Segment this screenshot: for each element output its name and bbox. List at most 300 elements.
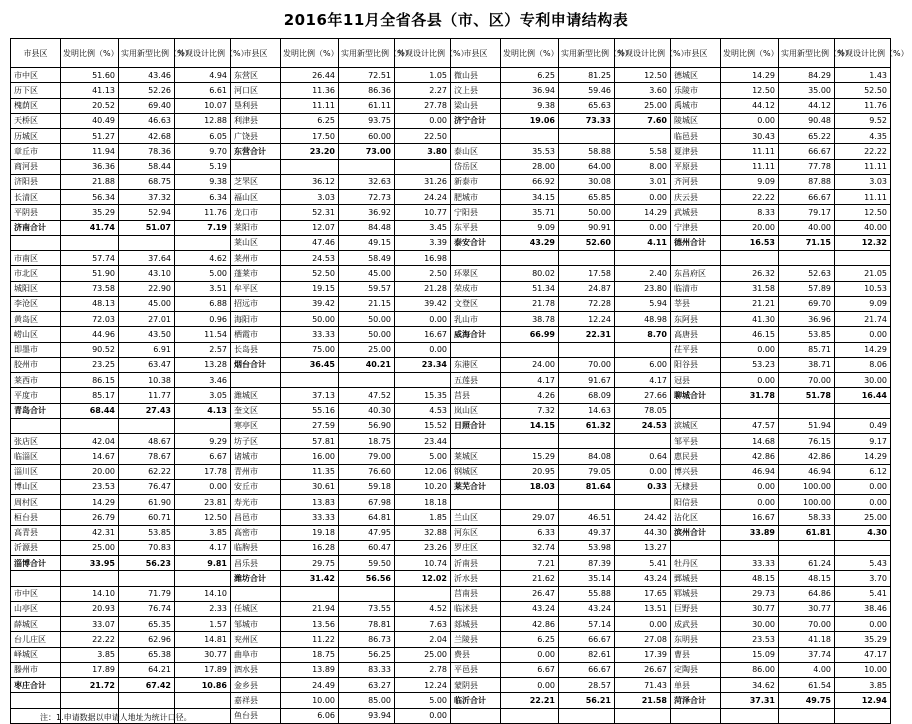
design-ratio-cell: 17.39 <box>615 647 671 662</box>
invention-ratio-cell <box>501 342 559 357</box>
design-ratio-cell <box>395 373 451 388</box>
utility-ratio-cell: 59.50 <box>339 556 395 571</box>
table-row <box>11 68 891 83</box>
design-ratio-cell: 10.86 <box>175 678 231 693</box>
header-design: 外观设计比例（%） <box>175 39 231 68</box>
invention-ratio-cell: 23.20 <box>281 144 339 159</box>
utility-ratio-cell <box>339 159 395 174</box>
design-ratio-cell <box>835 708 891 723</box>
invention-ratio-cell: 11.36 <box>281 83 339 98</box>
county-name-cell <box>231 373 281 388</box>
utility-ratio-cell: 64.86 <box>779 586 835 601</box>
county-name-cell: 金乡县 <box>231 678 281 693</box>
invention-ratio-cell: 11.11 <box>721 144 779 159</box>
invention-ratio-cell <box>501 129 559 144</box>
county-name-cell <box>451 342 501 357</box>
county-name-cell: 邹平县 <box>671 434 721 449</box>
invention-ratio-cell: 34.15 <box>501 190 559 205</box>
invention-ratio-cell: 0.00 <box>721 479 779 494</box>
design-ratio-cell: 23.34 <box>395 357 451 372</box>
table-row <box>11 449 891 464</box>
utility-ratio-cell: 61.11 <box>339 98 395 113</box>
county-name-cell: 平邑县 <box>451 662 501 677</box>
county-name-cell <box>451 251 501 266</box>
utility-ratio-cell: 73.55 <box>339 601 395 616</box>
county-name-cell: 高唐县 <box>671 327 721 342</box>
design-ratio-cell: 13.28 <box>175 357 231 372</box>
invention-ratio-cell: 15.09 <box>721 647 779 662</box>
invention-ratio-cell: 35.71 <box>501 205 559 220</box>
utility-ratio-cell: 79.17 <box>779 205 835 220</box>
county-name-cell: 张店区 <box>11 434 61 449</box>
county-name-cell <box>11 571 61 586</box>
design-ratio-cell: 2.04 <box>395 632 451 647</box>
design-ratio-cell: 4.35 <box>835 129 891 144</box>
design-ratio-cell: 9.52 <box>835 113 891 128</box>
utility-ratio-cell: 53.85 <box>119 525 175 540</box>
utility-ratio-cell: 65.38 <box>119 647 175 662</box>
county-name-cell: 淄博合计 <box>11 556 61 571</box>
invention-ratio-cell: 25.00 <box>61 540 119 555</box>
utility-ratio-cell: 60.47 <box>339 540 395 555</box>
design-ratio-cell: 7.63 <box>395 617 451 632</box>
county-name-cell: 邹城市 <box>231 617 281 632</box>
design-ratio-cell: 3.03 <box>835 174 891 189</box>
design-ratio-cell: 3.46 <box>175 373 231 388</box>
invention-ratio-cell: 53.23 <box>721 357 779 372</box>
utility-ratio-cell: 60.71 <box>119 510 175 525</box>
invention-ratio-cell: 37.31 <box>721 693 779 708</box>
invention-ratio-cell: 39.42 <box>281 296 339 311</box>
county-name-cell: 莱城区 <box>451 449 501 464</box>
county-name-cell: 荣成市 <box>451 281 501 296</box>
county-name-cell: 青岛合计 <box>11 403 61 418</box>
invention-ratio-cell: 57.81 <box>281 434 339 449</box>
county-name-cell: 五莲县 <box>451 373 501 388</box>
design-ratio-cell: 10.07 <box>175 98 231 113</box>
invention-ratio-cell: 9.09 <box>721 174 779 189</box>
county-name-cell: 昌乐县 <box>231 556 281 571</box>
utility-ratio-cell: 86.73 <box>339 632 395 647</box>
invention-ratio-cell: 31.58 <box>721 281 779 296</box>
design-ratio-cell: 23.81 <box>175 495 231 510</box>
invention-ratio-cell: 3.85 <box>61 647 119 662</box>
invention-ratio-cell: 14.10 <box>61 586 119 601</box>
design-ratio-cell: 11.76 <box>175 205 231 220</box>
county-name-cell: 宁阳县 <box>451 205 501 220</box>
utility-ratio-cell: 46.51 <box>559 510 615 525</box>
design-ratio-cell: 4.17 <box>615 373 671 388</box>
invention-ratio-cell: 75.00 <box>281 342 339 357</box>
invention-ratio-cell: 28.00 <box>501 159 559 174</box>
table-row <box>11 190 891 205</box>
table-row <box>11 281 891 296</box>
county-name-cell: 沂南县 <box>451 556 501 571</box>
invention-ratio-cell: 9.09 <box>501 220 559 235</box>
utility-ratio-cell: 52.63 <box>779 266 835 281</box>
design-ratio-cell: 6.88 <box>175 296 231 311</box>
design-ratio-cell: 3.85 <box>835 678 891 693</box>
county-name-cell: 兖州区 <box>231 632 281 647</box>
design-ratio-cell: 0.00 <box>835 327 891 342</box>
design-ratio-cell: 35.29 <box>835 632 891 647</box>
invention-ratio-cell: 30.00 <box>721 617 779 632</box>
county-name-cell: 长清区 <box>11 190 61 205</box>
county-name-cell: 临清市 <box>671 281 721 296</box>
invention-ratio-cell <box>721 540 779 555</box>
invention-ratio-cell: 42.04 <box>61 434 119 449</box>
county-name-cell: 东营区 <box>231 68 281 83</box>
county-name-cell: 芝罘区 <box>231 174 281 189</box>
invention-ratio-cell: 21.88 <box>61 174 119 189</box>
county-name-cell: 莱阳市 <box>231 220 281 235</box>
invention-ratio-cell <box>281 586 339 601</box>
county-name-cell: 东明县 <box>671 632 721 647</box>
design-ratio-cell: 23.26 <box>395 540 451 555</box>
county-name-cell: 济宁合计 <box>451 113 501 128</box>
county-name-cell: 青州市 <box>231 464 281 479</box>
table-row <box>11 312 891 327</box>
county-name-cell: 临邑县 <box>671 129 721 144</box>
invention-ratio-cell: 16.53 <box>721 235 779 250</box>
design-ratio-cell: 10.74 <box>395 556 451 571</box>
invention-ratio-cell: 36.36 <box>61 159 119 174</box>
table-row <box>11 678 891 693</box>
design-ratio-cell: 4.13 <box>175 403 231 418</box>
county-name-cell: 崂山区 <box>11 327 61 342</box>
design-ratio-cell: 30.00 <box>835 373 891 388</box>
county-name-cell: 惠民县 <box>671 449 721 464</box>
county-name-cell <box>671 251 721 266</box>
invention-ratio-cell: 11.35 <box>281 464 339 479</box>
county-name-cell: 临沂合计 <box>451 693 501 708</box>
invention-ratio-cell: 24.53 <box>281 251 339 266</box>
design-ratio-cell: 5.00 <box>395 693 451 708</box>
utility-ratio-cell: 70.83 <box>119 540 175 555</box>
county-name-cell: 潍城区 <box>231 388 281 403</box>
invention-ratio-cell: 26.47 <box>501 586 559 601</box>
county-name-cell <box>11 693 61 708</box>
county-name-cell: 滨城区 <box>671 418 721 433</box>
utility-ratio-cell: 60.00 <box>339 129 395 144</box>
utility-ratio-cell: 71.79 <box>119 586 175 601</box>
utility-ratio-cell <box>119 235 175 250</box>
design-ratio-cell: 25.00 <box>835 510 891 525</box>
county-name-cell: 滕州市 <box>11 662 61 677</box>
county-name-cell: 济阳县 <box>11 174 61 189</box>
invention-ratio-cell: 16.00 <box>281 449 339 464</box>
design-ratio-cell: 10.00 <box>835 662 891 677</box>
utility-ratio-cell: 52.94 <box>119 205 175 220</box>
county-name-cell: 章丘市 <box>11 144 61 159</box>
invention-ratio-cell <box>501 708 559 723</box>
utility-ratio-cell: 22.31 <box>559 327 615 342</box>
utility-ratio-cell: 50.00 <box>559 205 615 220</box>
design-ratio-cell: 9.29 <box>175 434 231 449</box>
county-name-cell: 任城区 <box>231 601 281 616</box>
design-ratio-cell: 14.81 <box>175 632 231 647</box>
invention-ratio-cell: 0.00 <box>721 342 779 357</box>
county-name-cell <box>451 434 501 449</box>
county-name-cell: 日照合计 <box>451 418 501 433</box>
invention-ratio-cell: 6.33 <box>501 525 559 540</box>
invention-ratio-cell: 73.58 <box>61 281 119 296</box>
invention-ratio-cell: 27.59 <box>281 418 339 433</box>
design-ratio-cell: 21.05 <box>835 266 891 281</box>
invention-ratio-cell: 86.15 <box>61 373 119 388</box>
design-ratio-cell: 6.12 <box>835 464 891 479</box>
county-name-cell: 莱州市 <box>231 251 281 266</box>
table-row <box>11 220 891 235</box>
design-ratio-cell: 12.02 <box>395 571 451 586</box>
utility-ratio-cell: 87.88 <box>779 174 835 189</box>
table-row <box>11 510 891 525</box>
invention-ratio-cell: 14.67 <box>61 449 119 464</box>
utility-ratio-cell: 40.21 <box>339 357 395 372</box>
table-row <box>11 495 891 510</box>
county-name-cell: 曲阜市 <box>231 647 281 662</box>
county-name-cell: 峄城区 <box>11 647 61 662</box>
invention-ratio-cell <box>61 418 119 433</box>
county-name-cell <box>451 495 501 510</box>
county-name-cell: 河东区 <box>451 525 501 540</box>
utility-ratio-cell: 70.00 <box>779 617 835 632</box>
invention-ratio-cell: 33.33 <box>721 556 779 571</box>
utility-ratio-cell: 51.94 <box>779 418 835 433</box>
county-name-cell: 黄岛区 <box>11 312 61 327</box>
invention-ratio-cell: 42.86 <box>501 617 559 632</box>
utility-ratio-cell: 86.36 <box>339 83 395 98</box>
utility-ratio-cell: 49.37 <box>559 525 615 540</box>
invention-ratio-cell: 41.30 <box>721 312 779 327</box>
design-ratio-cell: 2.33 <box>175 601 231 616</box>
invention-ratio-cell: 15.29 <box>501 449 559 464</box>
utility-ratio-cell: 12.24 <box>559 312 615 327</box>
utility-ratio-cell <box>119 693 175 708</box>
design-ratio-cell: 3.05 <box>175 388 231 403</box>
design-ratio-cell: 3.39 <box>395 235 451 250</box>
design-ratio-cell: 5.94 <box>615 296 671 311</box>
design-ratio-cell: 25.00 <box>615 98 671 113</box>
utility-ratio-cell: 69.70 <box>779 296 835 311</box>
design-ratio-cell: 3.60 <box>615 83 671 98</box>
invention-ratio-cell: 50.00 <box>281 312 339 327</box>
utility-ratio-cell: 6.91 <box>119 342 175 357</box>
utility-ratio-cell: 67.98 <box>339 495 395 510</box>
utility-ratio-cell: 77.78 <box>779 159 835 174</box>
county-name-cell: 禹城市 <box>671 98 721 113</box>
county-name-cell: 高密市 <box>231 525 281 540</box>
utility-ratio-cell: 81.25 <box>559 68 615 83</box>
county-name-cell: 聊城合计 <box>671 388 721 403</box>
county-name-cell: 德州合计 <box>671 235 721 250</box>
design-ratio-cell: 0.00 <box>615 617 671 632</box>
utility-ratio-cell: 62.22 <box>119 464 175 479</box>
invention-ratio-cell: 0.00 <box>721 373 779 388</box>
design-ratio-cell: 12.50 <box>615 68 671 83</box>
invention-ratio-cell: 3.03 <box>281 190 339 205</box>
county-name-cell: 蒙阴县 <box>451 678 501 693</box>
invention-ratio-cell: 33.33 <box>281 510 339 525</box>
county-name-cell: 武城县 <box>671 205 721 220</box>
design-ratio-cell <box>175 693 231 708</box>
utility-ratio-cell: 40.30 <box>339 403 395 418</box>
utility-ratio-cell: 35.00 <box>779 83 835 98</box>
utility-ratio-cell: 93.94 <box>339 708 395 723</box>
header-invention: 发明比例（%） <box>501 39 559 68</box>
invention-ratio-cell: 48.15 <box>721 571 779 586</box>
invention-ratio-cell: 9.38 <box>501 98 559 113</box>
county-name-cell: 冠县 <box>671 373 721 388</box>
invention-ratio-cell: 18.03 <box>501 479 559 494</box>
header-utility: 实用新型比例（%） <box>119 39 175 68</box>
utility-ratio-cell: 49.15 <box>339 235 395 250</box>
design-ratio-cell: 12.50 <box>175 510 231 525</box>
invention-ratio-cell: 10.00 <box>281 693 339 708</box>
invention-ratio-cell: 14.15 <box>501 418 559 433</box>
design-ratio-cell: 15.52 <box>395 418 451 433</box>
design-ratio-cell: 12.94 <box>835 693 891 708</box>
utility-ratio-cell: 64.81 <box>339 510 395 525</box>
county-name-cell: 周村区 <box>11 495 61 510</box>
table-row <box>11 434 891 449</box>
design-ratio-cell: 21.28 <box>395 281 451 296</box>
county-name-cell: 莱西市 <box>11 373 61 388</box>
header-row <box>11 39 891 68</box>
table-row <box>11 693 891 708</box>
invention-ratio-cell: 21.94 <box>281 601 339 616</box>
invention-ratio-cell <box>721 251 779 266</box>
county-name-cell: 沂水县 <box>451 571 501 586</box>
design-ratio-cell: 44.30 <box>615 525 671 540</box>
page-title: 2016年11月全省各县（市、区）专利申请结构表 <box>283 11 629 29</box>
table-row <box>11 144 891 159</box>
design-ratio-cell: 1.05 <box>395 68 451 83</box>
design-ratio-cell: 5.58 <box>615 144 671 159</box>
utility-ratio-cell: 43.24 <box>559 601 615 616</box>
utility-ratio-cell: 56.56 <box>339 571 395 586</box>
design-ratio-cell: 3.45 <box>395 220 451 235</box>
invention-ratio-cell <box>721 403 779 418</box>
utility-ratio-cell: 83.33 <box>339 662 395 677</box>
design-ratio-cell <box>615 495 671 510</box>
utility-ratio-cell: 51.78 <box>779 388 835 403</box>
utility-ratio-cell: 18.75 <box>339 434 395 449</box>
design-ratio-cell: 12.88 <box>175 113 231 128</box>
county-name-cell: 平原县 <box>671 159 721 174</box>
invention-ratio-cell: 17.89 <box>61 662 119 677</box>
invention-ratio-cell: 57.74 <box>61 251 119 266</box>
utility-ratio-cell <box>339 373 395 388</box>
county-name-cell: 牡丹区 <box>671 556 721 571</box>
design-ratio-cell: 2.40 <box>615 266 671 281</box>
invention-ratio-cell: 56.34 <box>61 190 119 205</box>
design-ratio-cell: 9.38 <box>175 174 231 189</box>
invention-ratio-cell: 85.17 <box>61 388 119 403</box>
county-name-cell: 河口区 <box>231 83 281 98</box>
utility-ratio-cell: 63.47 <box>119 357 175 372</box>
design-ratio-cell: 4.11 <box>615 235 671 250</box>
invention-ratio-cell: 33.33 <box>281 327 339 342</box>
county-name-cell: 泰安合计 <box>451 235 501 250</box>
county-name-cell: 海阳市 <box>231 312 281 327</box>
utility-ratio-cell: 84.48 <box>339 220 395 235</box>
design-ratio-cell: 0.00 <box>615 464 671 479</box>
header-utility: 实用新型比例（%） <box>779 39 835 68</box>
design-ratio-cell: 24.42 <box>615 510 671 525</box>
utility-ratio-cell: 11.77 <box>119 388 175 403</box>
utility-ratio-cell: 68.75 <box>119 174 175 189</box>
design-ratio-cell: 21.58 <box>615 693 671 708</box>
utility-ratio-cell: 73.33 <box>559 113 615 128</box>
invention-ratio-cell: 68.44 <box>61 403 119 418</box>
county-name-cell: 无棣县 <box>671 479 721 494</box>
invention-ratio-cell: 7.21 <box>501 556 559 571</box>
utility-ratio-cell <box>559 251 615 266</box>
design-ratio-cell: 3.70 <box>835 571 891 586</box>
table-row <box>11 327 891 342</box>
design-ratio-cell: 3.80 <box>395 144 451 159</box>
utility-ratio-cell: 64.21 <box>119 662 175 677</box>
utility-ratio-cell: 37.74 <box>779 647 835 662</box>
county-name-cell: 博兴县 <box>671 464 721 479</box>
county-name-cell: 成武县 <box>671 617 721 632</box>
utility-ratio-cell <box>559 129 615 144</box>
utility-ratio-cell: 43.46 <box>119 68 175 83</box>
utility-ratio-cell: 24.87 <box>559 281 615 296</box>
design-ratio-cell <box>395 159 451 174</box>
utility-ratio-cell: 84.29 <box>779 68 835 83</box>
county-name-cell: 新泰市 <box>451 174 501 189</box>
table-row <box>11 632 891 647</box>
invention-ratio-cell: 12.50 <box>721 83 779 98</box>
utility-ratio-cell: 69.40 <box>119 98 175 113</box>
utility-ratio-cell: 52.60 <box>559 235 615 250</box>
utility-ratio-cell: 44.12 <box>779 98 835 113</box>
design-ratio-cell: 13.27 <box>615 540 671 555</box>
utility-ratio-cell: 72.73 <box>339 190 395 205</box>
footnote: 注：1.申请数据以申请人地址为统计口径。 <box>40 713 192 722</box>
patent-structure-table <box>10 38 909 724</box>
design-ratio-cell: 6.61 <box>175 83 231 98</box>
utility-ratio-cell: 46.94 <box>779 464 835 479</box>
utility-ratio-cell <box>779 403 835 418</box>
design-ratio-cell: 12.32 <box>835 235 891 250</box>
county-name-cell: 庆云县 <box>671 190 721 205</box>
table-row <box>11 251 891 266</box>
utility-ratio-cell <box>119 571 175 586</box>
invention-ratio-cell: 52.31 <box>281 205 339 220</box>
county-name-cell: 鄄城县 <box>671 571 721 586</box>
utility-ratio-cell: 58.88 <box>559 144 615 159</box>
table-row <box>11 403 891 418</box>
county-name-cell: 微山县 <box>451 68 501 83</box>
county-name-cell: 历城区 <box>11 129 61 144</box>
invention-ratio-cell: 17.50 <box>281 129 339 144</box>
utility-ratio-cell <box>559 434 615 449</box>
design-ratio-cell <box>395 586 451 601</box>
design-ratio-cell: 2.57 <box>175 342 231 357</box>
design-ratio-cell <box>615 129 671 144</box>
county-name-cell: 招远市 <box>231 296 281 311</box>
county-name-cell: 乳山市 <box>451 312 501 327</box>
invention-ratio-cell: 44.96 <box>61 327 119 342</box>
design-ratio-cell: 16.67 <box>395 327 451 342</box>
table-row <box>11 388 891 403</box>
utility-ratio-cell: 82.61 <box>559 647 615 662</box>
invention-ratio-cell <box>721 708 779 723</box>
design-ratio-cell: 5.19 <box>175 159 231 174</box>
